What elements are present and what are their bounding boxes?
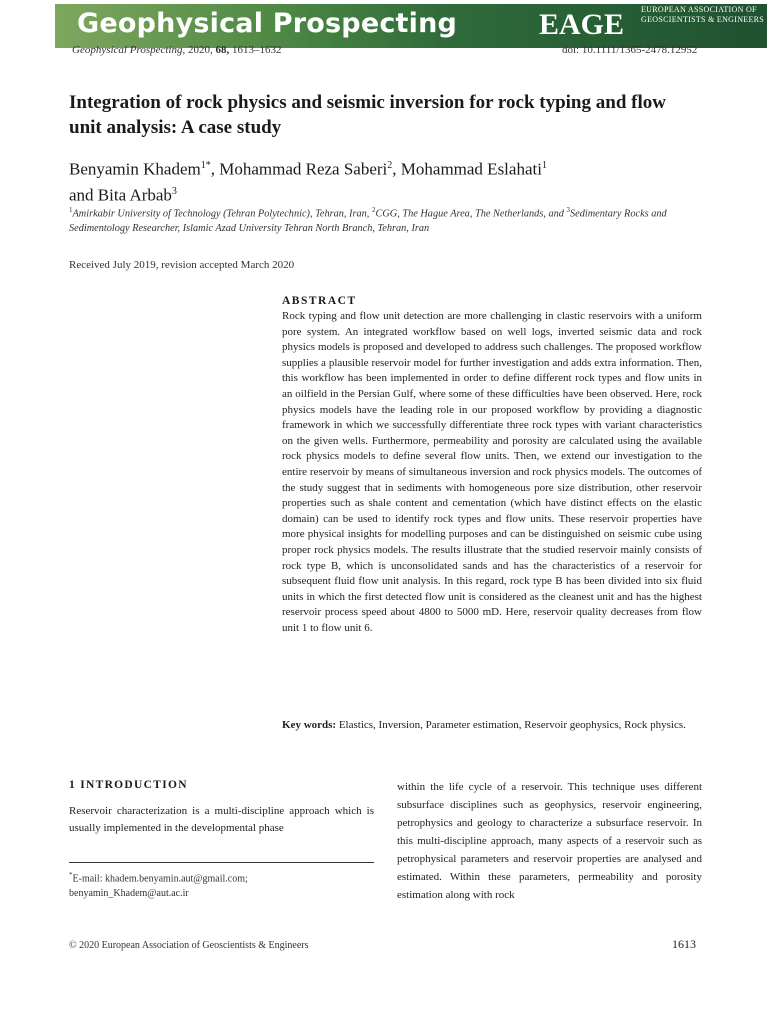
copyright: © 2020 European Association of Geoscientists & Engineers bbox=[69, 940, 309, 951]
author-name: Benyamin Khadem bbox=[69, 159, 201, 179]
affil-sup: 2 bbox=[371, 206, 376, 214]
footnote-sup: * bbox=[69, 871, 73, 879]
page-number: 1613 bbox=[672, 937, 696, 951]
affil-text: CGG, The Hague Area, The Netherlands, and bbox=[375, 208, 567, 220]
received-dates: Received July 2019, revision accepted March 2020 bbox=[69, 259, 295, 271]
publisher-logo: EAGE bbox=[539, 8, 625, 41]
footnote-divider bbox=[69, 862, 374, 863]
abstract-heading: ABSTRACT bbox=[282, 295, 357, 307]
author-sep: , bbox=[392, 159, 401, 179]
publisher-name: EUROPEAN ASSOCIATION OF GEOSCIENTISTS & ENGINEERS bbox=[641, 5, 765, 24]
journal-banner bbox=[55, 4, 767, 48]
author-sup: 2 bbox=[387, 160, 393, 171]
affil-text: Amirkabir University of Technology (Tehran Polytechnic), Tehran, Iran, bbox=[72, 208, 372, 220]
author-sep: , bbox=[210, 159, 220, 179]
keywords-label: Key words: bbox=[282, 719, 337, 731]
author-sup: 1 bbox=[541, 160, 547, 171]
affil-sup: 3 bbox=[566, 206, 571, 214]
author-name: and Bita Arbab bbox=[69, 185, 172, 205]
author-sup: 1* bbox=[200, 160, 211, 171]
keywords-text: Elastics, Inversion, Parameter estimation, Reservoir geophysics, Rock physics. bbox=[336, 719, 686, 731]
article-title: Integration of rock physics and seismic inversion for rock typing and flow unit analysis: A case study bbox=[69, 92, 666, 138]
author-name: Mohammad Reza Saberi bbox=[219, 159, 388, 179]
abstract-section bbox=[282, 295, 702, 636]
author-name: Mohammad Eslahati bbox=[400, 159, 542, 179]
introduction-left-column: Reservoir characterization is a multi-discipline approach which is usually implemented in the developmental phase bbox=[69, 805, 374, 834]
footnote-email[interactable]: E-mail: khadem.benyamin.aut@gmail.com; bbox=[72, 873, 248, 885]
citation-line: Geophysical Prospecting, 2020, 68, 1613–1632 bbox=[72, 44, 282, 56]
affiliations bbox=[69, 203, 709, 236]
section-heading-introduction: 1 INTRODUCTION bbox=[69, 779, 188, 791]
affil-text: Sedimentary Rocks and Sedimentology Researcher, Islamic Azad University Tehran North Branch, Tehran, Iran bbox=[69, 208, 667, 235]
citation-volume: 68, bbox=[215, 44, 230, 56]
introduction-right-column: within the life cycle of a reservoir. This technique uses different subsurface disciplines such as geophysics, reservoir engineering, petrophysics and geology to characterize a subsurface reservoir. In this multi-discipline approach, many aspects of a reservoir such as petrophysical parameters and reservoir properties are analysed and estimated. Within these parameters, permeability and porosity estimation along with rock bbox=[397, 781, 702, 901]
affil-sup: 1 bbox=[69, 206, 73, 214]
citation-year: 2020, bbox=[187, 44, 213, 56]
author-sup: 3 bbox=[171, 185, 177, 197]
citation-journal: Geophysical Prospecting bbox=[72, 44, 183, 56]
journal-logo: Geophysical Prospecting bbox=[77, 8, 458, 39]
abstract-body: Rock typing and flow unit detection are more challenging in clastic reservoirs with a uniform pore system. An integrated workflow based on well logs, inverted seismic data and rock physics models is proposed and developed to address such challenges. The proposed workflow supplies a plausible reservoir model for further investigation and adds extra information. Then, this workflow has been implemented in order to define different rock types and flow units in an oilfield in the Persian Gulf, where some of these difficulties have been observed. Here, rock physics models have the leading role in our proposed workflow by providing a diagnostic framework in which we successfully differentiate three rock types with variant characteristics on the given wells. Furthermore, permeability and porosity are calculated using the available rock physics models to define several flow units. Then, we extend our investigation to the entire reservoir by means of simultaneous inversion and rock physics models. The outcomes of the study suggest that in sediments with homogeneous pore size distribution, other reservoir properties such as shale content and cementation (which have distinct effects on the elastic domain) can be used to identify rock types and flow units. These reservoir properties have more physical insights for modelling purposes and can be distinguished on seismic cube using proper rock physics models. The results illustrate that the studied reservoir mainly consists of rock type B, which is unconsolidated sands and has the characteristics of a reservoir for subsequent fluid flow unit analysis. In this regard, rock type B has been divided into six fluid units in which the first detected flow unit is considered as the cleanest unit and has the highest reservoir process speed about 4800 to 5000 mD. Here, reservoir quality decreases from flow unit 1 to flow unit 6. bbox=[282, 310, 702, 634]
footnote-email-2[interactable]: benyamin_Khadem@aut.ac.ir bbox=[69, 888, 189, 900]
author-list bbox=[69, 155, 699, 206]
footnote bbox=[69, 868, 374, 901]
citation-doi[interactable]: doi: 10.1111/1365-2478.12952 bbox=[562, 44, 698, 53]
keywords bbox=[282, 718, 702, 734]
citation-pages: 1613–1632 bbox=[231, 44, 282, 56]
